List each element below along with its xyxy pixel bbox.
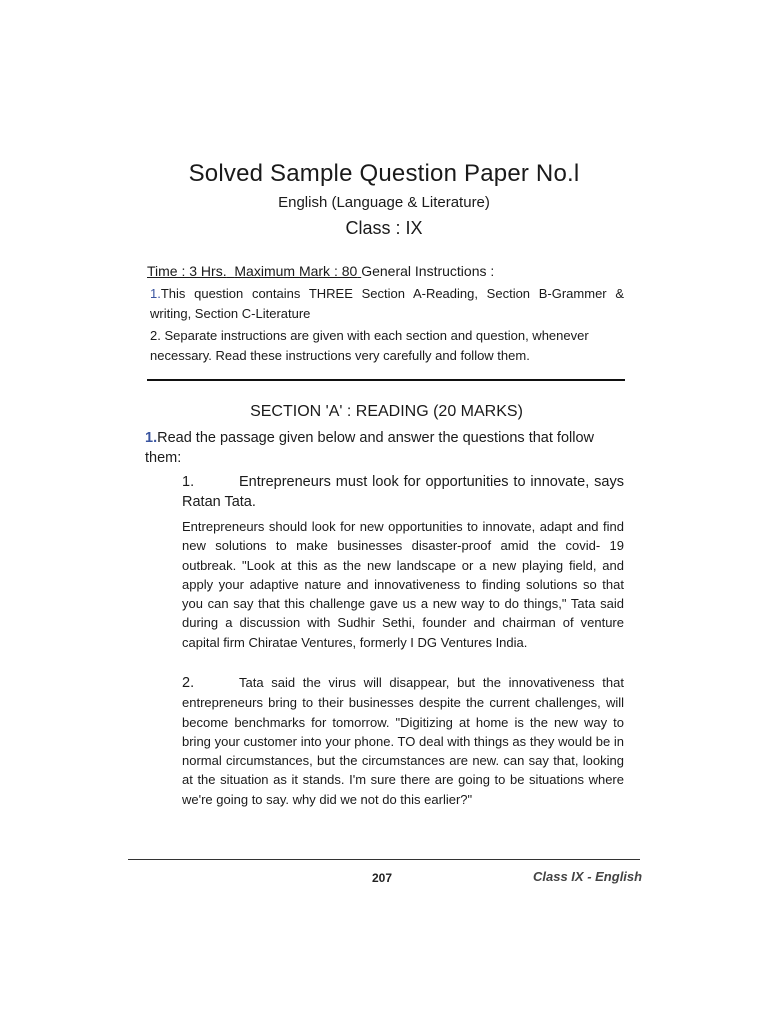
page-number: 207 [372, 871, 393, 885]
instruction-text: This question contains THREE Section A-Reading, Section B-Grammer & writing, Section C-Literature [150, 286, 624, 321]
passage-para1-heading [182, 472, 624, 512]
footer-class-label: Class IX - English [533, 869, 643, 884]
para2-body-text: Tata said the virus will disappear, but the innovativeness that entrepreneurs bring to their businesses despite the current challenges, will become benchmarks for tomorrow. "Digitizing at home is the new way to bring your customer into your phone. TO deal with things as they would be in normal circumstances, but the circumstances are new. can say that, looking at the situation as it stands. I'm sure there are going to be situations where we're going to say. why did we not do this earlier?" [182, 675, 624, 807]
max-mark-label: Maximum Mark : 80 [234, 263, 358, 279]
question-number: 1. [145, 430, 158, 446]
general-instructions-label: General Instructions : [361, 263, 495, 279]
instruction-item [150, 284, 624, 324]
para2-number: 2. [182, 675, 195, 691]
instruction-text: Separate instructions are given with each section and question, whenever necessary. Read these instructions very carefully and follow them. [150, 328, 589, 363]
instruction-item [150, 326, 624, 366]
paper-subtitle: English (Language & Literature) [278, 194, 490, 211]
footer-divider [128, 859, 640, 860]
paper-title: Solved Sample Question Paper No.l [188, 160, 580, 187]
section-a-title: SECTION 'A' : READING (20 MARKS) [250, 403, 523, 420]
time-label: Time : 3 Hrs. [147, 263, 227, 279]
paper-meta [147, 263, 494, 279]
instruction-number: 2. [150, 328, 161, 343]
section-divider [147, 379, 625, 381]
para1-heading-text: Entrepreneurs must look for opportunities to innovate, says Ratan Tata. [182, 474, 624, 510]
question-text: Read the passage given below and answer the questions that follow them: [145, 430, 594, 466]
class-line: Class : IX [345, 218, 423, 238]
instruction-number: 1. [150, 286, 161, 301]
passage-para1-body: Entrepreneurs should look for new opportunities to innovate, adapt and find new solutions to make businesses disaster-proof amid the covid- 19 outbreak. "Look at this as the new landscape or a new playing field, and apply your adaptive nature and innovativeness to finding solutions so that you can say that this challenge gave us a new way to do things," Tata said during a discussion with Sudhir Sethi, founder and chairman of venture capital firm Chiratae Ventures, formerly I DG Ventures India. [182, 519, 624, 650]
passage-para2 [182, 673, 624, 809]
para1-number: 1. [182, 474, 195, 490]
question-1 [145, 428, 625, 468]
